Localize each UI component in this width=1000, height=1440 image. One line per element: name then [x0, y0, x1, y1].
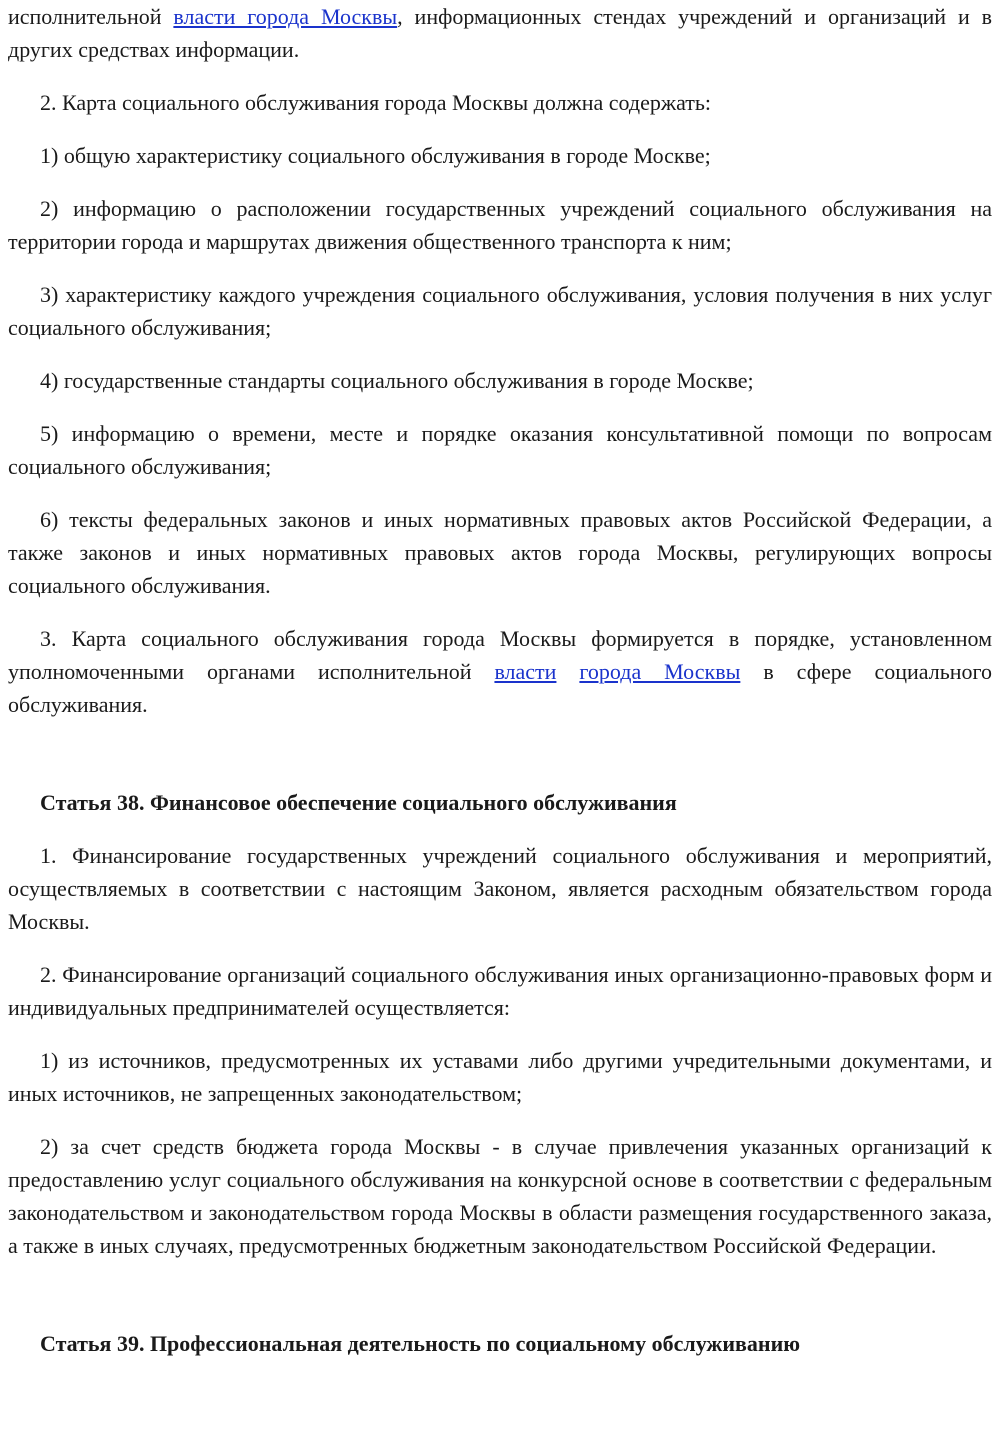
- article-38-list-item-1: 1) из источников, предусмотренных их уставами либо другими учредительными документами, и иных источников, не запрещенных законодательством;: [8, 1048, 992, 1106]
- text-fragment: [556, 659, 579, 684]
- list-item-6: 6) тексты федеральных законов и иных нормативных правовых актов Российской Федерации, а также законов и иных нормативных правовых актов города Москвы, регулирующих вопросы социального обслуживания.: [8, 507, 992, 598]
- text-fragment: в сфере социального обслуживания.: [8, 659, 992, 717]
- paragraph-2: 2. Карта социального обслуживания города Москвы должна содержать:: [40, 90, 712, 115]
- link-moscow-authority[interactable]: власти города Москвы: [173, 4, 398, 29]
- text-fragment: , информационных стендах учреждений и организаций и в других средствах информации.: [8, 4, 993, 62]
- document-page: [8, 0, 992, 1360]
- text-fragment: 3. Карта социального обслуживания города Москвы формируется в порядке, установленном уполномоченными органами исполнительной: [8, 626, 992, 684]
- list-item-3: 3) характеристику каждого учреждения социального обслуживания, условия получения в них услуг социального обслуживания;: [8, 282, 992, 340]
- text-fragment: исполнительной: [8, 4, 174, 29]
- article-38-paragraph-1: 1. Финансирование государственных учреждений социального обслуживания и мероприятий, осуществляемых в соответствии с настоящим Законом, является расходным обязательством города Москвы.: [8, 843, 992, 934]
- link-moscow-city[interactable]: города Москвы: [579, 659, 741, 684]
- list-item-1: 1) общую характеристику социального обслуживания в городе Москве;: [40, 143, 711, 168]
- list-item-4: 4) государственные стандарты социального обслуживания в городе Москве;: [40, 368, 754, 393]
- list-item-5: 5) информацию о времени, месте и порядке оказания консультативной помощи по вопросам социального обслуживания;: [8, 421, 992, 479]
- article-38-paragraph-2: 2. Финансирование организаций социального обслуживания иных организационно-правовых форм и индивидуальных предпринимателей осуществляется:: [8, 962, 992, 1020]
- paragraph-continuation: [8, 0, 992, 66]
- article-38-list-item-2: 2) за счет средств бюджета города Москвы - в случае привлечения указанных организаций к предоставлению услуг социального обслуживания на конкурсной основе в соответствии с федеральным законодательством и законодательством города Москвы в области размещения государственного заказа, а также в иных случаях, предусмотренных бюджетным законодательством Российской Федерации.: [8, 1134, 992, 1258]
- article-38-heading: Статья 38. Финансовое обеспечение социального обслуживания: [40, 790, 677, 815]
- list-item-2: 2) информацию о расположении государственных учреждений социального обслуживания на территории города и маршрутах движения общественного транспорта к ним;: [8, 196, 992, 254]
- paragraph-3: [8, 622, 992, 721]
- link-authority[interactable]: власти: [494, 659, 557, 684]
- article-39-heading: Статья 39. Профессиональная деятельность по социальному обслуживанию: [40, 1331, 801, 1356]
